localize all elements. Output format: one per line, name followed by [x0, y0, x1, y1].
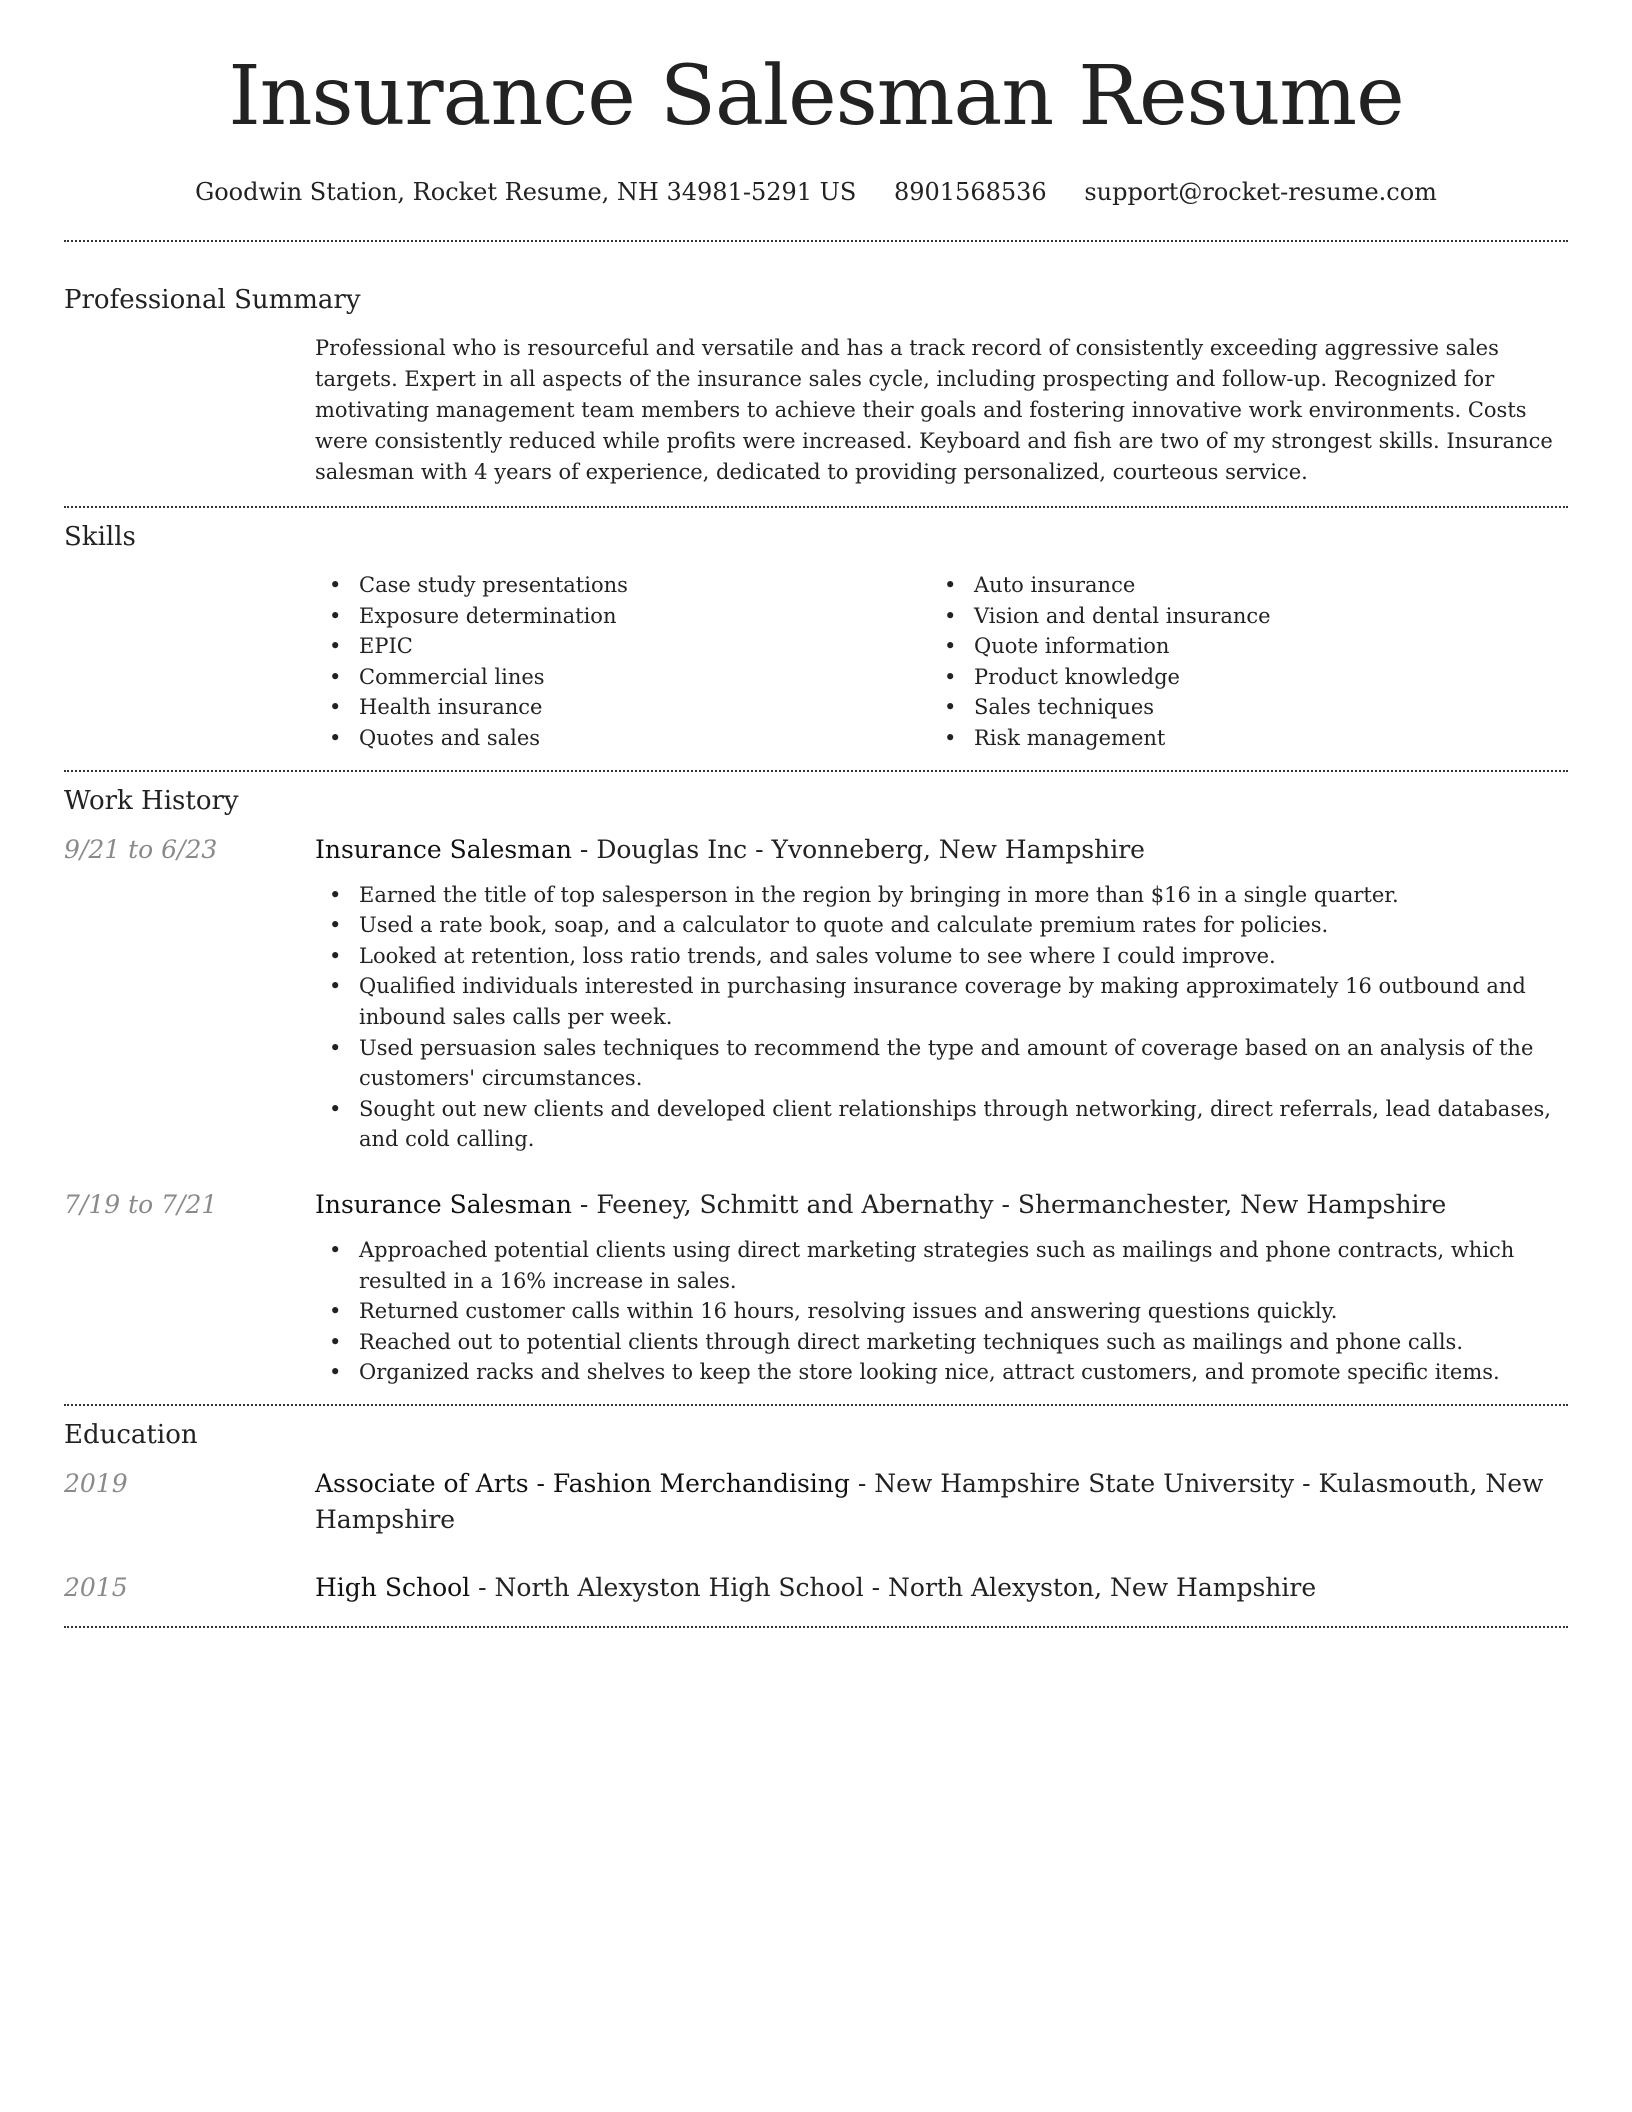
job-bullet: • Used a rate book, soap, and a calculator to quote and calculate premium rates for policies. [315, 910, 1568, 941]
education-heading-line [315, 1570, 1568, 1606]
divider [64, 1626, 1568, 1628]
job-title: Insurance Salesman [315, 1189, 572, 1219]
skill-item: • Health insurance [315, 692, 930, 723]
work-heading: Work History [64, 785, 239, 816]
job-bullet: • Used persuasion sales techniques to recommend the type and amount of coverage based on an analysis of the customers' circumstances. [315, 1033, 1568, 1094]
job-heading [315, 1187, 1568, 1223]
divider [64, 506, 1568, 508]
job-entry [64, 1187, 1568, 1223]
skill-item: • Quote information [930, 631, 1545, 662]
job-bullet: • Returned customer calls within 16 hours, resolving issues and answering questions quickly. [315, 1296, 1568, 1327]
skill-item: • Risk management [930, 723, 1545, 754]
job-dates: 7/19 to 7/21 [64, 1189, 218, 1219]
job-heading [315, 832, 1568, 868]
job-bullet: • Looked at retention, loss ratio trends, and sales volume to see where I could improve. [315, 941, 1568, 972]
job-details: - Feeney, Schmitt and Abernathy - Shermanchester, New Hampshire [571, 1189, 1447, 1219]
job-entry [64, 832, 1568, 868]
education-degree: High School [315, 1572, 471, 1602]
contact-address: Goodwin Station, Rocket Resume, NH 34981-5291 US [195, 178, 857, 206]
divider [64, 1404, 1568, 1406]
skill-item: • EPIC [315, 631, 930, 662]
skills-list [315, 570, 1568, 754]
education-heading-line [315, 1466, 1568, 1538]
job-bullets [315, 880, 1568, 1155]
skill-item: • Product knowledge [930, 662, 1545, 693]
skill-item: • Quotes and sales [315, 723, 930, 754]
divider [64, 770, 1568, 772]
summary-text: Professional who is resourceful and versatile and has a track record of consistently exceeding aggressive sales targets. Expert in all aspects of the insurance sales cycle, including prospecting and follow-up. Recognized for motivating management team members to achieve their goals and fostering innovative work environments. Costs were consistently reduced while profits were increased. Keyboard and fish are two of my strongest skills. Insurance salesman with 4 years of experience, dedicated to providing personalized, courteous service. [315, 336, 1553, 484]
job-bullet: • Approached potential clients using direct marketing strategies such as mailings and phone contracts, which resulted in a 16% increase in sales. [315, 1235, 1568, 1296]
education-details: - New Hampshire State University - Kulasmouth, New Hampshire [315, 1468, 1544, 1534]
skill-item: • Case study presentations [315, 570, 930, 601]
education-year: 2015 [64, 1572, 128, 1602]
job-title: Insurance Salesman [315, 834, 572, 864]
skill-item: • Exposure determination [315, 601, 930, 632]
resume-title: Insurance Salesman Resume [228, 49, 1404, 144]
job-bullets [315, 1235, 1568, 1388]
skill-item: • Vision and dental insurance [930, 601, 1545, 632]
skill-item: • Sales techniques [930, 692, 1545, 723]
contact-phone: 8901568536 [893, 178, 1047, 206]
skills-column-right [930, 570, 1545, 754]
job-bullet: • Qualified individuals interested in purchasing insurance coverage by making approximately 16 outbound and inbound sales calls per week. [315, 971, 1568, 1032]
education-year: 2019 [64, 1468, 128, 1498]
job-bullet: • Organized racks and shelves to keep the store looking nice, attract customers, and promote specific items. [315, 1357, 1568, 1388]
contact-line [64, 180, 1568, 204]
skills-heading: Skills [64, 522, 136, 552]
contact-email: support@rocket-resume.com [1084, 178, 1437, 206]
job-bullet: • Earned the title of top salesperson in the region by bringing in more than $16 in a single quarter. [315, 880, 1568, 911]
education-heading: Education [64, 1419, 198, 1450]
skills-column-left [315, 570, 930, 754]
resume-page [64, 0, 1568, 1628]
education-entry [64, 1466, 1568, 1538]
summary-heading: Professional Summary [64, 285, 361, 315]
education-entry [64, 1570, 1568, 1606]
education-degree: Associate of Arts - Fashion Merchandising [315, 1468, 850, 1498]
education-details: - North Alexyston High School - North Alexyston, New Hampshire [470, 1572, 1317, 1602]
job-details: - Douglas Inc - Yvonneberg, New Hampshire [571, 834, 1145, 864]
skill-item: • Auto insurance [930, 570, 1545, 601]
divider [64, 240, 1568, 242]
job-dates: 9/21 to 6/23 [64, 834, 218, 864]
job-bullet: • Reached out to potential clients through direct marketing techniques such as mailings and phone calls. [315, 1327, 1568, 1358]
job-bullet: • Sought out new clients and developed client relationships through networking, direct referrals, lead databases, and cold calling. [315, 1094, 1568, 1155]
skill-item: • Commercial lines [315, 662, 930, 693]
